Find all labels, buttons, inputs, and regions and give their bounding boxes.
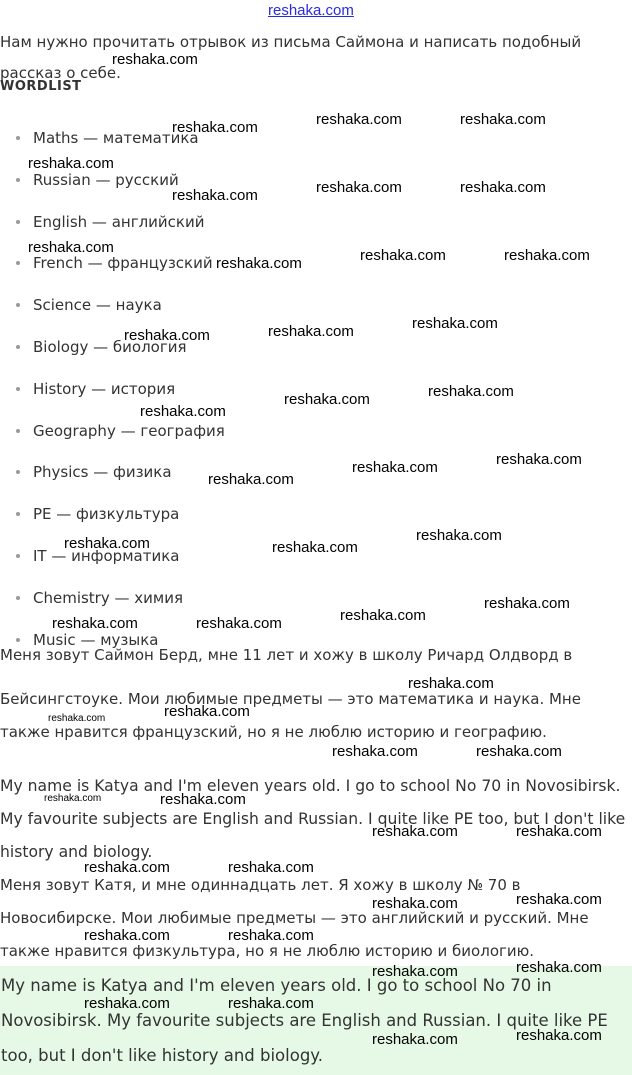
watermark: reshaka.com [516,891,602,908]
list-item: Science — наука [0,284,300,326]
katya-story-english: My name is Katya and I'm eleven years old. I go to school No 70 in Novosibirsk. My favourite subjects are English and Russian. I quite like PE too, but I don't like history and biology. [0,777,626,861]
watermark: reshaka.com [216,255,302,272]
katya-story-translation: Меня зовут Катя, и мне одиннадцать лет. Я хожу в школу № 70 в Новосибирске. Мои любимые предметы — это английский и русский. Мне также нравится физкультура, но я не люблю историю и биологию. [0,876,589,960]
list-item: French — французский [0,242,300,284]
watermark: reshaka.com [316,179,402,196]
watermark: reshaka.com [372,1031,458,1048]
watermark: reshaka.com [272,539,358,556]
watermark: reshaka.com [84,859,170,876]
watermark: reshaka.com [208,471,294,488]
watermark: reshaka.com [460,179,546,196]
watermark: reshaka.com [84,995,170,1012]
answer-box [0,966,632,1075]
watermark: reshaka.com [112,51,198,68]
list-item: Geography — география [0,410,300,452]
watermark: reshaka.com [476,743,562,760]
watermark: reshaka.com [196,615,282,632]
wordlist [0,117,300,660]
list-item: English — английский [0,201,300,243]
watermark: reshaka.com [64,535,150,552]
watermark: reshaka.com [372,895,458,912]
list-item: Chemistry — химия [0,577,300,619]
answer-text: My name is Katya and I'm eleven years old. I go to school No 70 in Novosibirsk. My favourite subjects are English and Russian. I quite like PE too, but I don't like history and biology. [1,976,608,1065]
watermark: reshaka.com [228,995,314,1012]
watermark: reshaka.com [516,959,602,976]
watermark: reshaka.com [412,315,498,332]
watermark: reshaka.com [332,743,418,760]
watermark: reshaka.com [496,451,582,468]
watermark: reshaka.com [284,391,370,408]
watermark: reshaka.com [316,111,402,128]
site-link[interactable]: reshaka.com [268,2,354,19]
watermark: reshaka.com [52,615,138,632]
list-item: Maths — математика [0,117,300,159]
watermark: reshaka.com [160,791,246,808]
watermark: reshaka.com [172,119,258,136]
watermark: reshaka.com [504,247,590,264]
watermark: reshaka.com [84,927,170,944]
watermark: reshaka.com [164,703,250,720]
watermark: reshaka.com [460,111,546,128]
list-item: Music — музыка [0,619,300,661]
watermark: reshaka.com [268,323,354,340]
watermark: reshaka.com [516,823,602,840]
watermark: reshaka.com [124,327,210,344]
watermark: reshaka.com [28,239,114,256]
watermark: reshaka.com [140,403,226,420]
watermark: reshaka.com [408,675,494,692]
list-item: Russian — русский [0,159,300,201]
watermark: reshaka.com [228,927,314,944]
watermark: reshaka.com [360,247,446,264]
watermark: reshaka.com [48,713,106,724]
simon-letter-first-line [0,646,600,670]
watermark: reshaka.com [340,607,426,624]
task-intro: Нам нужно прочитать отрывок из письма Саймона и написать подобный рассказ о себе. [0,33,582,82]
list-item: History — история [0,368,300,410]
watermark: reshaka.com [484,595,570,612]
watermark: reshaka.com [428,383,514,400]
list-item: Physics — физика [0,451,300,493]
list-item: Biology — биология [0,326,300,368]
watermark: reshaka.com [44,793,102,804]
simon-letter-translation: Бейсингстоуке. Мои любимые предметы — это математика и наука. Мне также нравится французский, но я не люблю историю и географию. [0,690,581,741]
watermark: reshaka.com [516,1027,602,1044]
list-item: IT — информатика [0,535,300,577]
watermark: reshaka.com [372,823,458,840]
watermark: reshaka.com [28,155,114,172]
watermark: reshaka.com [352,459,438,476]
simon-letter-first-line-text: Меня зовут Саймон Берд, мне 11 лет и хожу в школу Ричард Олдворд в [0,646,573,664]
watermark: reshaka.com [372,963,458,980]
watermark: reshaka.com [228,859,314,876]
wordlist-title: WORDLIST [0,79,82,94]
watermark: reshaka.com [172,187,258,204]
watermark: reshaka.com [416,527,502,544]
list-item: PE — физкультура [0,493,300,535]
